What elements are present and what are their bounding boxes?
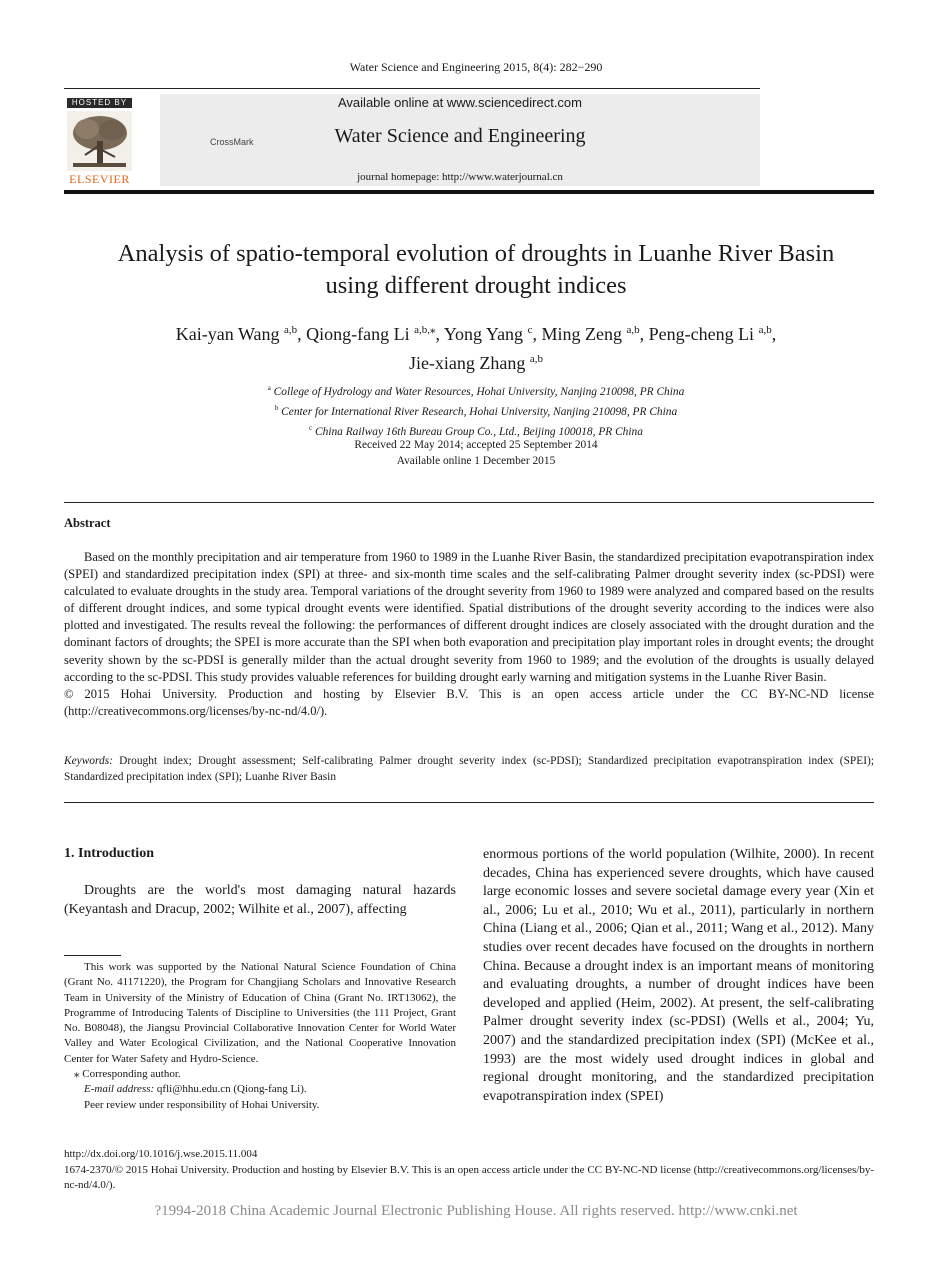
title-line-2: using different drought indices [325, 272, 627, 299]
article-footer [64, 1147, 874, 1194]
funding-footnote: This work was supported by the National Natural Science Foundation of China (Grant No. 41171220), the Program for Changjiang Scholars and Innovative Research Team in University of the Ministry of Education of China (Grant No. IRT13062), the Programme of Introducing Talents of Discipline to Universities (the 111 Project, Grant No. B08048), the Jiangsu Provincial Collaborative Innovation Center for World Water Valley and Water Ecological Civilization, and the National Cooperative Innovation Center for Water Safety and Hydro-Science. [64, 961, 456, 1065]
email-address[interactable]: qfli@hhu.edu.cn (Qiong-fang Li). [156, 1083, 307, 1096]
abstract-top-rule [64, 502, 874, 503]
affiliation-text: Center for International River Research, Hohai University, Nanjing 210098, PR China [281, 405, 678, 418]
author-name: Jie-xiang Zhang [408, 353, 526, 373]
author-affiliation-mark: c [527, 324, 533, 336]
author-affiliation-mark: a,b,⁎ [414, 324, 436, 336]
affiliation-text: College of Hydrology and Water Resources, Hohai University, Nanjing 210098, PR China [273, 385, 685, 398]
authors-line-1 [40, 318, 912, 347]
email-label: E-mail address: [84, 1083, 155, 1096]
abstract-bottom-rule [64, 802, 874, 803]
header-thick-rule [64, 190, 874, 194]
affiliation-b [40, 400, 912, 420]
abstract-heading: Abstract [64, 516, 111, 530]
footnotes [64, 960, 456, 1113]
section-heading-introduction: 1. Introduction [64, 846, 154, 861]
received-date: Received 22 May 2014; accepted 25 September 2014 [354, 439, 598, 451]
author-affiliation-mark: a,b [758, 324, 772, 336]
affiliations [40, 380, 912, 439]
title-line-1: Analysis of spatio-temporal evolution of droughts in Luanhe River Basin [117, 240, 835, 267]
author-affiliation-mark: a,b [283, 324, 298, 336]
authors-line-2 [40, 347, 912, 376]
footnote-rule [64, 955, 121, 956]
elsevier-tree-logo-icon [67, 111, 132, 171]
keywords-label: Keywords: [64, 755, 113, 767]
author-name: Peng-cheng Li [648, 324, 755, 344]
abstract-body [64, 549, 874, 720]
keywords [64, 753, 874, 785]
issn-license: 1674-2370/© 2015 Hohai University. Production and hosting by Elsevier B.V. This is an open access article under the CC BY-NC-ND license (http://creativecommons.org/licenses/by-nc-nd/4.0/). [64, 1163, 874, 1191]
available-date: Available online 1 December 2015 [396, 455, 556, 467]
abstract-text: Based on the monthly precipitation and air temperature from 1960 to 1989 in the Luanhe River Basin, the standardized precipitation evapotranspiration index (SPEI) and standardized precipitation index (SPI) at three- and six-month time scales and the self-calibrating Palmer drought severity index (sc-PDSI) were calculated to evaluate droughts in the study area. Temporal variations of the drought severity from 1960 to 1989 were analyzed and compared based on the results of different drought indices, and some typical drought events were identified. Spatial distributions of the drought severity according to the indices were also plotted and investigated. The results reveal the following: the performances of different drought indices are closely associated with the drought duration and the dominant factors of droughts; the SPEI is more accurate than the SPI when both evaporation and precipitation play important roles in drought events; the drought severity shown by the sc-PDSI is generally milder than the actual drought severity from 1960 to 1989; and the evolution of the droughts is usually delayed according to the sc-PDSI. This study provides valuable references for building drought early warning and mitigation systems in the Luanhe River Basin. [64, 550, 874, 684]
affiliation-mark: c [309, 423, 313, 432]
author-separator: , [435, 324, 444, 344]
crossmark-link[interactable]: CrossMark [210, 137, 254, 147]
article-dates [40, 437, 912, 469]
hosted-by-label: HOSTED BY [67, 98, 132, 108]
author-name: Qiong-fang Li [306, 324, 410, 344]
author-list [40, 318, 912, 376]
affiliation-a [40, 380, 912, 400]
email-footnote [64, 1082, 456, 1097]
corresponding-author-footnote: ⁎ Corresponding author. [74, 1068, 181, 1081]
author-name: Kai-yan Wang [175, 324, 280, 344]
doi-link[interactable]: http://dx.doi.org/10.1016/j.wse.2015.11.004 [64, 1148, 258, 1160]
peer-review-footnote: Peer review under responsibility of Hohai University. [84, 1098, 320, 1111]
cnki-watermark: ?1994-2018 China Academic Journal Electronic Publishing House. All rights reserved. http://www.cnki.net [154, 1203, 798, 1219]
author-separator: , [771, 324, 777, 344]
journal-homepage[interactable]: journal homepage: http://www.waterjournal.cn [357, 171, 563, 183]
affiliation-mark: a [267, 384, 271, 392]
author-name: Ming Zeng [541, 324, 622, 344]
affiliation-text: China Railway 16th Bureau Group Co., Ltd., Beijing 100018, PR China [315, 425, 643, 438]
intro-right-column: enormous portions of the world population (Wilhite, 2000). In recent decades, China has experienced severe droughts, which have caused large economic losses and severe societal damage every year (Xin et al., 2006; Lu et al., 2010; Wu et al., 2011), particularly in northern China (Liang et al., 2006; Qian et al., 2011; Wang et al., 2012). Many studies over recent decades have focused on the droughts in northern China. Because a drought index is an important means of monitoring and evaluating droughts, a number of drought indices have been developed and applied (Heim, 2002). At present, the self-calibrating Palmer drought severity index (sc-PDSI) (Wells et al., 2004; Yu, 2007) and the standardized precipitation index (SPI) (McKee et al., 1993) are the most widely used drought indices in global and regional drought monitoring, and the standardized precipitation evapotranspiration index (SPEI) [483, 847, 874, 1104]
affiliation-mark: b [274, 403, 279, 412]
header-top-rule [64, 88, 760, 89]
author-separator: , [297, 324, 307, 344]
author-affiliation-mark: a,b [626, 324, 640, 336]
author-separator: , [532, 324, 542, 344]
keywords-list: Drought index; Drought assessment; Self-calibrating Palmer drought severity index (sc-PDSI); Standardized precipitation evapotranspiration index (SPEI); Standardized precipitation index (SPI); Luanhe River Basin [64, 755, 874, 783]
article-title [40, 238, 912, 302]
journal-name: Water Science and Engineering [334, 125, 586, 147]
author-separator: , [639, 324, 649, 344]
elsevier-logo-text: ELSEVIER [69, 172, 130, 186]
journal-reference: Water Science and Engineering 2015, 8(4): 282−290 [349, 60, 603, 74]
author-affiliation-mark: a,b [529, 353, 544, 365]
available-online: Available online at www.sciencedirect.com [338, 95, 582, 110]
abstract-copyright: © 2015 Hohai University. Production and hosting by Elsevier B.V. This is an open access article under the CC BY-NC-ND license (http://creativecommons.org/licenses/by-nc-nd/4.0/). [64, 686, 874, 718]
intro-left-column: Droughts are the world's most damaging natural hazards (Keyantash and Dracup, 2002; Wilhite et al., 2007), affecting [64, 883, 456, 917]
author-name: Yong Yang [443, 324, 524, 344]
